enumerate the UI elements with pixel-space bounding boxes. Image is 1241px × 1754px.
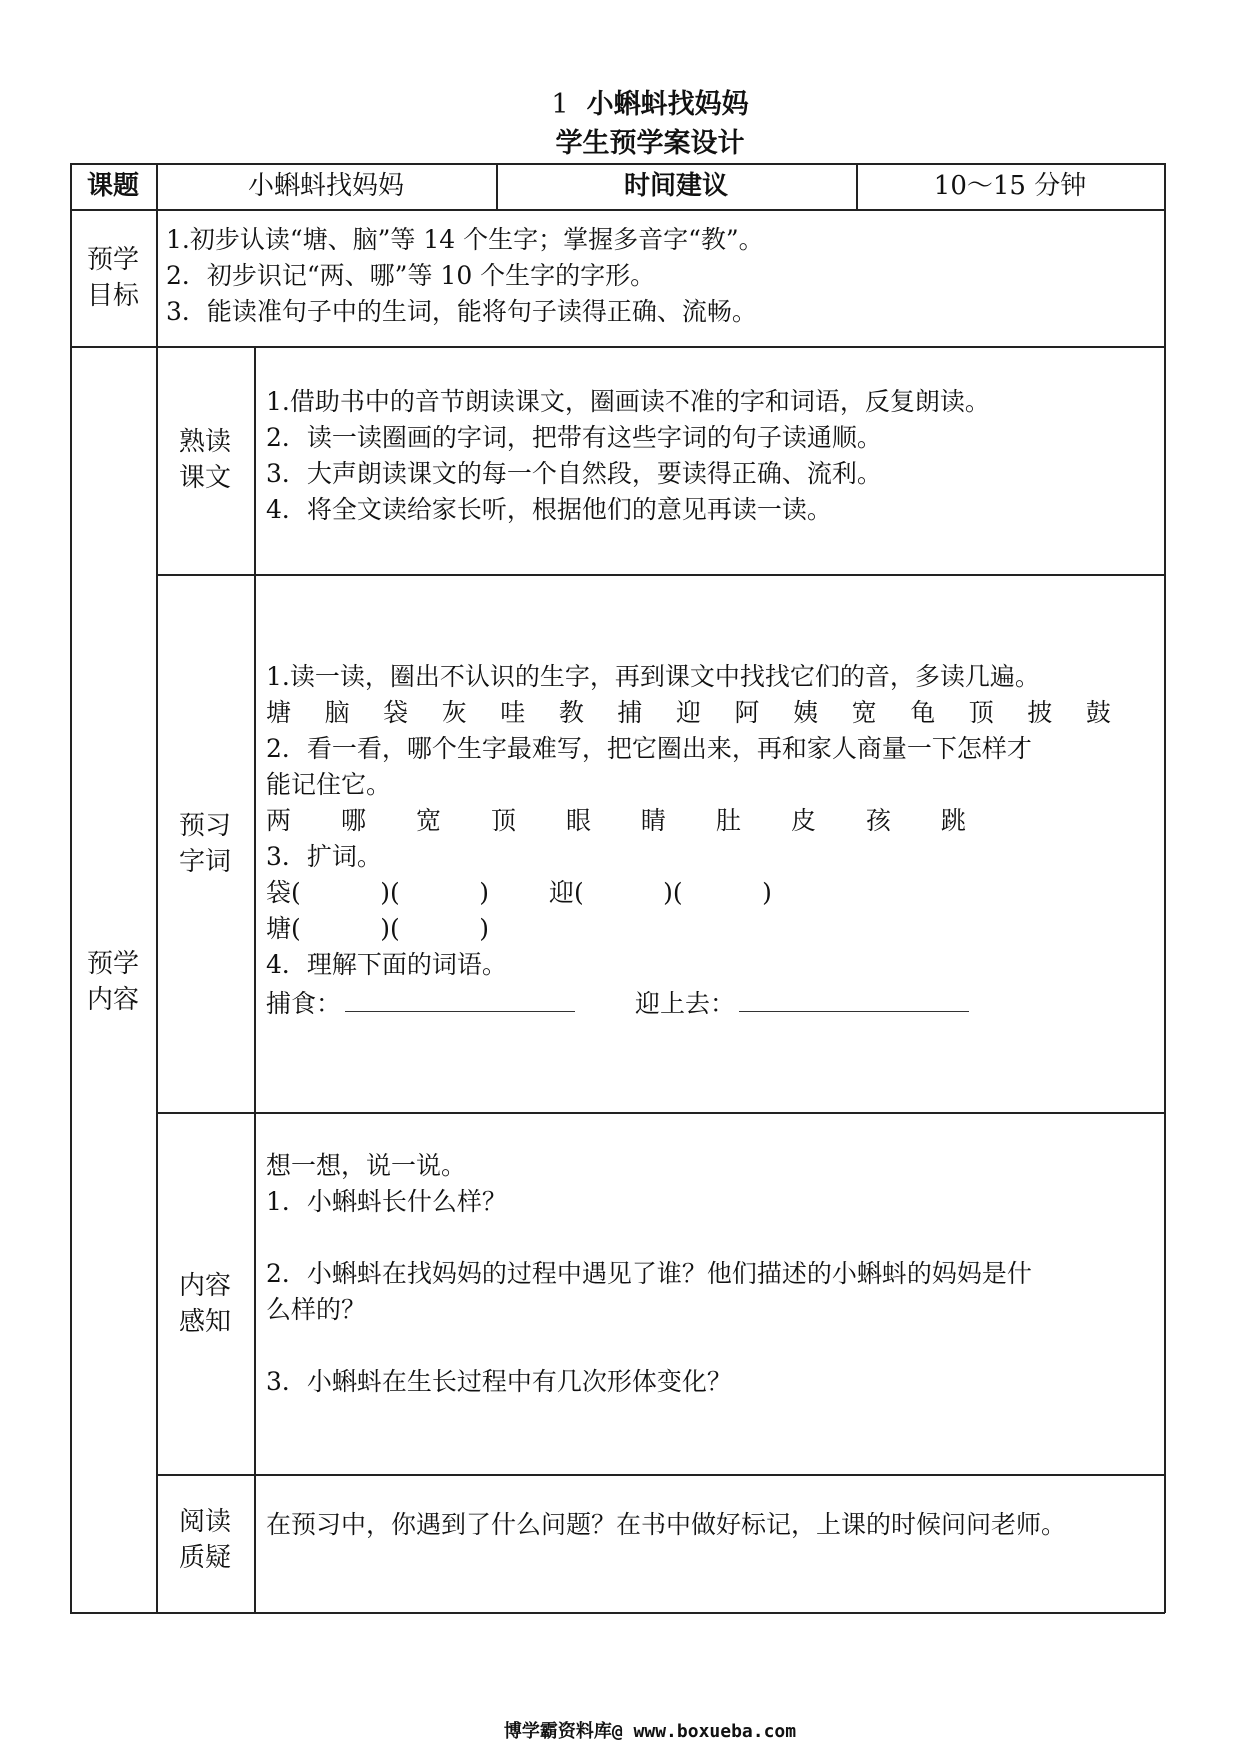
vocab-task-4: 4．理解下面的词语。 — [266, 950, 507, 979]
content-label: 预学内容 — [86, 949, 139, 1015]
vocab-task-2b: 能记住它。 — [266, 770, 392, 799]
perception-q2a: 2．小蝌蚪在找妈妈的过程中遇见了谁？他们描述的小蝌蚪的妈妈是什 — [266, 1259, 1032, 1288]
document-subtitle: 学生预学案设计 — [555, 128, 745, 159]
questions-label: 阅读质疑 — [178, 1507, 231, 1573]
char: 袋 — [383, 698, 409, 727]
char: 皮 — [790, 806, 816, 835]
char: 肚 — [715, 806, 741, 835]
perception-q2b: 么样的？ — [266, 1295, 367, 1324]
reading-item: 3．大声朗读课文的每一个自然段，要读得正确、流利。 — [266, 459, 882, 488]
vocab-content — [266, 659, 1156, 1022]
reading-item: 2．读一读圈画的字词，把带有这些字词的句子读通顺。 — [266, 423, 882, 452]
goal-item: 2．初步识记“两、哪”等 10 个生字的字形。 — [166, 261, 656, 290]
reading-label: 熟读课文 — [178, 427, 231, 493]
perception-label: 内容感知 — [178, 1271, 231, 1337]
char: 两 — [266, 806, 292, 835]
expand-word-ying[interactable]: 迎( )( ) — [548, 878, 772, 907]
goal-item: 3．能读准句子中的生词，能将句子读得正确、流畅。 — [166, 297, 757, 326]
document-title — [0, 88, 1241, 122]
char: 披 — [1027, 698, 1053, 727]
char: 灰 — [441, 698, 467, 727]
char: 顶 — [968, 698, 994, 727]
char: 脑 — [324, 698, 350, 727]
reading-list — [266, 384, 990, 528]
expand-row-1 — [266, 875, 1156, 911]
char: 阿 — [734, 698, 760, 727]
char: 塘 — [266, 698, 292, 727]
char: 教 — [558, 698, 584, 727]
expand-row-2[interactable]: 塘( )( ) — [266, 914, 489, 943]
footer-watermark: 博学霸资料库@ www.boxueba.com — [503, 1721, 797, 1742]
goals-label: 预学目标 — [86, 245, 139, 311]
perception-content — [266, 1148, 1032, 1400]
char: 睛 — [640, 806, 666, 835]
topic-label: 课题 — [86, 171, 139, 201]
char: 龟 — [910, 698, 936, 727]
char: 哇 — [500, 698, 526, 727]
char: 顶 — [490, 806, 516, 835]
vocab-task-3: 3．扩词。 — [266, 842, 382, 871]
lesson-title: 小蝌蚪找妈妈 — [586, 89, 749, 120]
questions-text: 在预习中，你遇到了什么问题？在书中做好标记，上课的时候问问老师。 — [266, 1510, 1067, 1539]
word-bushi-blank[interactable] — [345, 983, 575, 1012]
vocab-chars-1 — [266, 695, 1111, 731]
char: 宽 — [851, 698, 877, 727]
char: 宽 — [415, 806, 441, 835]
vocab-task-2a: 2．看一看，哪个生字最难写，把它圈出来，再和家人商量一下怎样才 — [266, 734, 1032, 763]
vocab-label: 预习字词 — [178, 811, 231, 877]
expand-word-dai[interactable]: 袋( )( ) — [266, 878, 489, 907]
perception-intro: 想一想，说一说。 — [266, 1151, 467, 1180]
char: 迎 — [675, 698, 701, 727]
perception-q3: 3．小蝌蚪在生长过程中有几次形体变化？ — [266, 1367, 732, 1396]
word-yingshangqu-label: 迎上去： — [635, 989, 736, 1018]
lesson-number: 1 — [551, 89, 569, 120]
time-label: 时间建议 — [623, 171, 728, 201]
time-value: 10～15 分钟 — [933, 171, 1087, 201]
char: 眼 — [565, 806, 591, 835]
word-meaning-row — [266, 983, 1156, 1022]
topic-value: 小蝌蚪找妈妈 — [247, 171, 404, 201]
char: 跳 — [940, 806, 966, 835]
perception-q1: 1．小蝌蚪长什么样？ — [266, 1187, 507, 1216]
char: 鼓 — [1085, 698, 1111, 727]
reading-item: 4．将全文读给家长听，根据他们的意见再读一读。 — [266, 495, 832, 524]
vocab-chars-2 — [266, 803, 966, 839]
word-bushi-label: 捕食： — [266, 989, 342, 1018]
vocab-task-1: 1.读一读，圈出不认识的生字，再到课文中找找它们的音，多读几遍。 — [266, 662, 1040, 691]
goals-list — [166, 222, 764, 330]
char: 孩 — [865, 806, 891, 835]
goal-item: 1.初步认读“塘、脑”等 14 个生字；掌握多音字“教”。 — [166, 225, 764, 254]
char: 哪 — [340, 806, 366, 835]
word-yingshangqu-blank[interactable] — [739, 983, 969, 1012]
char: 捕 — [617, 698, 643, 727]
reading-item: 1.借助书中的音节朗读课文，圈画读不准的字和词语，反复朗读。 — [266, 387, 990, 416]
char: 姨 — [793, 698, 819, 727]
